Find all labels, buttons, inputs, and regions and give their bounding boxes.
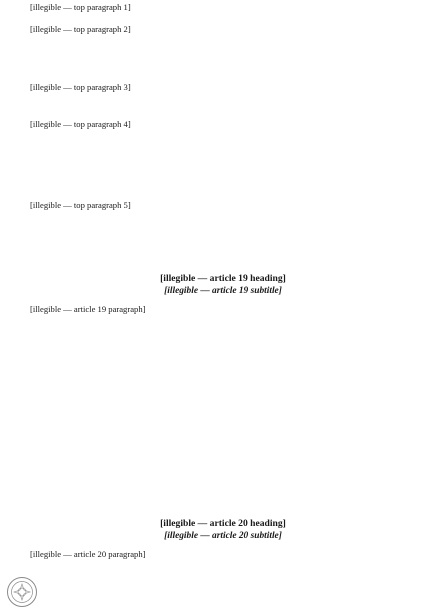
article-19-paragraph: [illegible — article 19 paragraph] — [30, 304, 146, 314]
paragraph-top-2: [illegible — top paragraph 2] — [30, 24, 131, 34]
article-20-title: [illegible — article 20 heading] — [160, 518, 286, 529]
article-20-paragraph: [illegible — article 20 paragraph] — [30, 549, 146, 559]
paragraph-top-4: [illegible — top paragraph 4] — [30, 119, 131, 129]
paragraph-top-5: [illegible — top paragraph 5] — [30, 200, 131, 210]
paragraph-top-1: [illegible — top paragraph 1] — [30, 2, 131, 12]
article-20-subtitle: [illegible — article 20 subtitle] — [164, 531, 282, 541]
article-19-title: [illegible — article 19 heading] — [160, 273, 286, 284]
seal-icon — [6, 576, 38, 608]
article-19-subtitle: [illegible — article 19 subtitle] — [164, 286, 282, 296]
paragraph-top-3: [illegible — top paragraph 3] — [30, 82, 131, 92]
